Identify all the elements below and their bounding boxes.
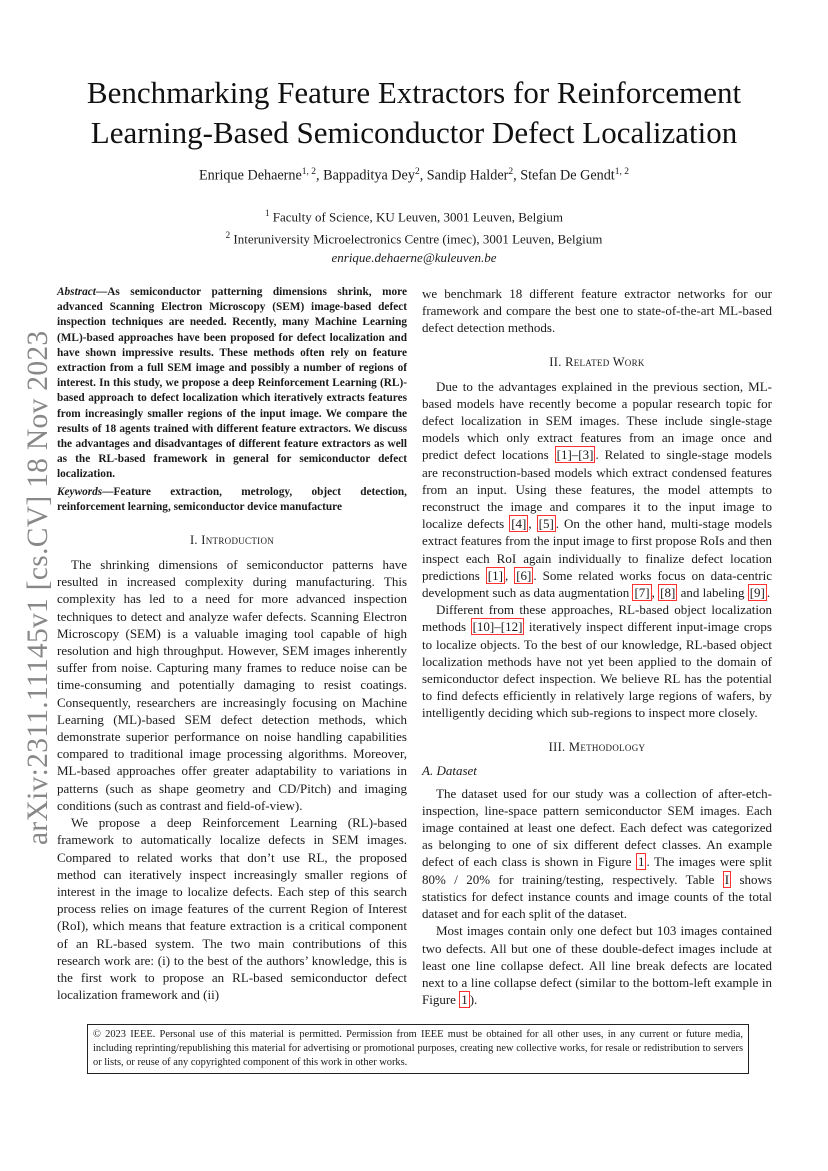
intro-paragraph-2-continued: we benchmark 18 different feature extractor networks for our framework and compare the best one to state-of-the-art ML-based defect detection methods.: [422, 286, 772, 336]
copyright-notice: © 2023 IEEE. Personal use of this material is permitted. Permission from IEEE must be obtained for all other uses, in any current or future media, including reprinting/republishing this material for advertising or promotional purposes, creating new collective works, for resale or redistribution to servers or lists, or reuse of any copyrighted component of this work in other works.: [87, 1024, 749, 1074]
affiliations: [40, 204, 788, 267]
author-name: Bappaditya Dey: [323, 167, 415, 184]
author-affiliation-mark: 2: [414, 167, 420, 177]
section-heading-introduction: [57, 533, 407, 548]
keywords-label: Keywords: [57, 485, 103, 498]
text-run: The dataset used for our study was a collection of after-etch-inspection, line-space pattern semiconductor SEM images. Each image contained at least one defect. Each defect was categorized as belonging to one of six different defect classes. An example defect of each class is shown in Figure: [422, 785, 772, 870]
author-name: Sandip Halder: [426, 167, 509, 184]
abstract-text: —As semiconductor patterning dimensions shrink, more advanced Scanning Electron Microscopy (SEM) image-based defect inspection techniques are needed. Recently, many Machine Learning (ML)-based approaches have been proposed for defect localization and have shown impressive results. These methods often rely on feature extraction from a full SEM image and possibly a number of regions of interest. In this study, we propose a deep Reinforcement Learning (RL)-based approach to defect localization which iteratively extracts features from increasingly smaller regions of the input image. We compare the results of 18 agents trained with different feature extractors. We discuss the advantages and disadvantages of different feature extractors as well as the RL-based framework in general for semiconductor defect localization.: [57, 286, 407, 481]
text-run: ).: [469, 992, 478, 1008]
affiliation-mark: 2: [225, 230, 231, 241]
right-column: [422, 285, 772, 1008]
citation-link[interactable]: [1]–[3]: [556, 447, 594, 463]
citation-link[interactable]: [7]: [634, 585, 650, 601]
text-run: and labeling: [677, 585, 748, 601]
contact-email[interactable]: enrique.dehaerne@kuleuven.be: [331, 249, 497, 265]
citation-link[interactable]: [10]–[12]: [472, 619, 523, 635]
intro-paragraph-1: The shrinking dimensions of semiconductor patterns have resulted in increased complexity during manufacturing. This complexity has led to a need for more advanced inspection techniques to detect and analyze wafer defects. Scanning Electron Microscopy (SEM) is a valuable imaging tool capable of high resolution and high throughput. However, SEM images inherently suffer from noise. Capturing many frames to reduce noise can be time-consuming and potentially damaging to resist coatings. Consequently, researchers are increasingly focusing on Machine Learning (ML)-based SEM defect detection methods, which demonstrate superior performance on noise handling capabilities compared to traditional image processing algorithms. Moreover, ML-based approaches offer greater adaptability to variations in patterns (such as shape geometry and CD/Pitch) and imaging conditions (such as contrast and field-of-view).: [57, 557, 407, 813]
citation-link[interactable]: [1]: [487, 567, 503, 583]
arxiv-identifier: arXiv:2311.11145v1 [cs.CV] 18 Nov 2023: [22, 330, 54, 845]
citation-link[interactable]: [4]: [511, 516, 527, 532]
citation-link[interactable]: [9]: [749, 585, 765, 601]
section-title: Introduction: [201, 533, 275, 548]
citation-link[interactable]: [5]: [538, 516, 554, 532]
figure-link[interactable]: 1: [637, 854, 645, 870]
affiliation-text: Faculty of Science, KU Leuven, 3001 Leuven, Belgium: [272, 209, 563, 225]
text-run: shows statistics for defect instance counts and image counts of the total dataset and for each split of the dataset.: [422, 871, 772, 922]
text-run: . Some related works focus on data-centric development such as data augmentation: [422, 567, 772, 601]
text-run: Due to the advantages explained in the previous section, ML-based models have recently become a popular research topic for defect localization in SEM images. These include single-stage models which only extract features from an image once and predict defect locations: [422, 378, 772, 463]
section-number: I.: [189, 533, 202, 548]
affiliation-text: Interuniversity Microelectronics Centre (imec), 3001 Leuven, Belgium: [233, 231, 603, 247]
text-run: Most images contain only one defect but 103 images contained two defects. All but one of these double-defect images include at least one line collapse defect. All line break defects are located next to a line collapse defect (similar to the bottom-left example in Figure: [422, 923, 772, 1008]
author-name: Stefan De Gendt: [520, 167, 615, 184]
affiliation: [40, 204, 788, 226]
text-run: . On the other hand, multi-stage models extract features from the input image to first propose RoIs and then inspect each RoI again individually to finalize defect location predictions: [422, 516, 773, 583]
figure-link[interactable]: 1: [461, 992, 468, 1008]
author-affiliation-mark: 2: [508, 167, 514, 177]
text-run: . Related to single-stage models are reconstruction-based models which extract condensed features from an input. Using these features, the model attempts to reconstruct the image and compares it to the input image to localize defects: [422, 447, 772, 532]
keywords-text: —Feature extraction, metrology, object detection, reinforcement learning, semiconductor device manufacture: [57, 485, 407, 513]
subsection-heading-dataset: A. Dataset: [422, 762, 477, 778]
text-run: ,: [528, 516, 537, 532]
author-affiliation-mark: 1, 2: [614, 167, 629, 177]
section-heading-methodology: [422, 740, 772, 755]
author-name: Enrique Dehaerne: [198, 167, 302, 184]
related-paragraph-1: [422, 378, 772, 602]
keywords: [57, 485, 407, 515]
affiliation-mark: 1: [264, 208, 270, 218]
text-run: .: [766, 585, 771, 601]
citation-link[interactable]: [8]: [660, 585, 676, 601]
section-heading-related-work: [422, 355, 772, 370]
paper-title: [40, 73, 788, 153]
method-paragraph-1: [422, 785, 772, 923]
intro-paragraph-2: We propose a deep Reinforcement Learning (RL)-based framework to automatically localize defects in SEM images. Compared to related works that don’t use RL, the proposed method can iteratively inspect increasingly smaller regions of interest in the image to localize defects. Each step of this search process relies on image features of the current Region of Interest (RoI), which means that feature extraction is a critical component of an RL-based system. The two main contributions of this research work are: (i) to the best of the authors’ knowledge, this is the first work to propose an RL-based semiconductor defect localization framework and (ii): [57, 815, 407, 1003]
abstract: [57, 285, 407, 483]
affiliation: [40, 226, 788, 248]
method-paragraph-2: [422, 922, 772, 1008]
section-number: III.: [548, 739, 569, 754]
text-run: Different from these approaches, RL-based object localization methods: [422, 602, 772, 635]
text-run: . The images were split 80% / 20% for training/testing, respectively. Table: [422, 854, 772, 887]
text-run: iteratively inspect different input-image crops to localize objects. To the best of our knowledge, RL-based object localization methods have not yet been applied to the domain of semiconductor defect inspection. We believe RL has the potential to find defects efficiently in relatively large regions of wafers, by intelligently deciding which sub-regions to inspect more closely.: [422, 619, 772, 721]
author-list: Enrique Dehaerne$^{1, 2}$, Bappaditya Dey$^2$, Sandip Halder$^2$, Stefan De Gendt$^{1, 2}$: [198, 167, 629, 184]
abstract-label: Abstract: [57, 286, 96, 298]
citation-link[interactable]: [6]: [516, 567, 532, 583]
text-run: ,: [651, 585, 659, 601]
left-column: [57, 285, 407, 1003]
related-paragraph-2: [422, 601, 772, 721]
title-line-1: Benchmarking Feature Extractors for Reinforcement: [86, 75, 742, 110]
table-link[interactable]: I: [724, 871, 730, 887]
section-title: Related Work: [565, 354, 645, 369]
section-title: Methodology: [568, 739, 646, 754]
text-run: ,: [504, 567, 515, 583]
title-line-2: Learning-Based Semiconductor Defect Localization: [90, 115, 738, 150]
author-affiliation-mark: 1, 2: [301, 167, 317, 177]
section-number: II.: [549, 354, 566, 369]
